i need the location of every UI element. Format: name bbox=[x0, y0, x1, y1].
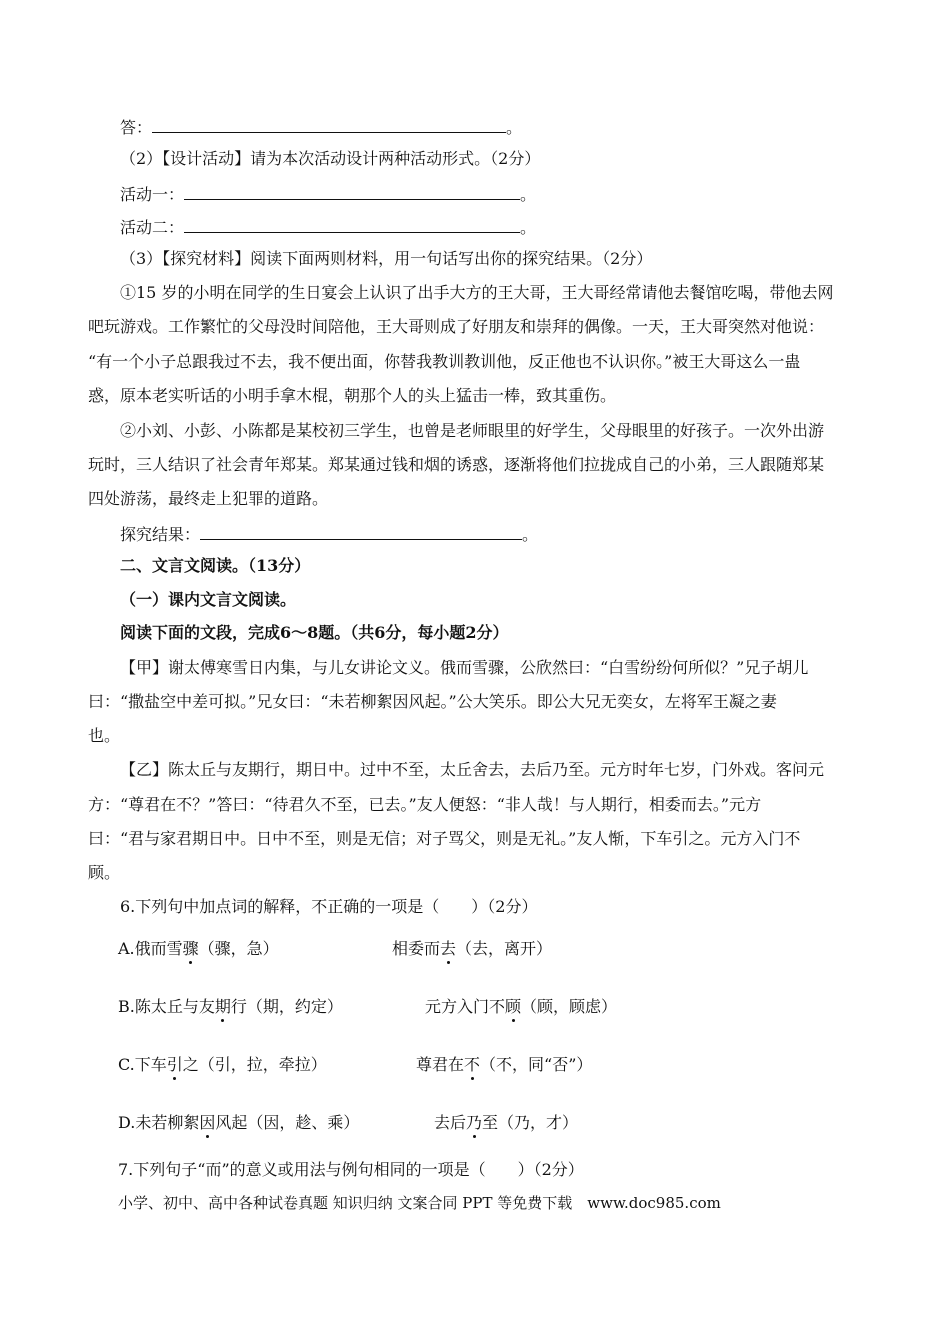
instruction: 阅读下面的文段，完成6～8题。（共6分，每小题2分） bbox=[120, 623, 509, 642]
passage-yi-line-2: 方：“尊君在不？”答曰：“待君久不至，已去。”友人便怒：“非人哉！与人期行，相委而去。”元方 bbox=[88, 795, 762, 814]
activity-1-line: 活动一： 。 bbox=[120, 182, 536, 206]
option-a-right: 相委而去（去，离开） bbox=[392, 939, 553, 958]
passage-yi-line-1: 【乙】陈太丘与友期行，期日中。过中不至，太丘舍去，去后乃至。元方时年七岁，门外戏。客问元 bbox=[120, 760, 825, 779]
passage-jia-line-3: 也。 bbox=[88, 726, 121, 745]
material-1-line-1: ①15 岁的小明在同学的生日宴会上认识了出手大方的王大哥，王大哥经常请他去餐馆吃喝，带他去网 bbox=[120, 283, 834, 302]
option-b-left: B.陈太丘与友期行（期，约定） bbox=[118, 997, 343, 1016]
answer-blank[interactable] bbox=[152, 115, 506, 133]
option-b-right: 元方入门不顾（顾，顾虑） bbox=[425, 997, 618, 1016]
question-3: （3）【探究材料】阅读下面两则材料，用一句话写出你的探究结果。（2分） bbox=[120, 249, 653, 268]
option-d-right: 去后乃至（乃，才） bbox=[434, 1113, 579, 1132]
question-7: 7.下列句子“而”的意义或用法与例句相同的一项是（ ）（2分） bbox=[118, 1160, 584, 1179]
passage-yi-line-4: 顾。 bbox=[88, 863, 121, 882]
answer-line: 答： 。 bbox=[120, 115, 522, 139]
passage-jia-line-2: 曰：“撒盐空中差可拟。”兄女曰：“未若柳絮因风起。”公大笑乐。即公大兄无奕女，左将军王凝之妻 bbox=[88, 692, 777, 711]
option-d-left: D.未若柳絮因风起（因，趁、乘） bbox=[118, 1113, 360, 1132]
material-1-line-4: 惑，原本老实听话的小明手拿木棍，朝那个人的头上猛击一棒，致其重伤。 bbox=[88, 386, 617, 405]
material-2-line-2: 玩时，三人结识了社会青年郑某。郑某通过钱和烟的诱惑，逐渐将他们拉拢成自己的小弟，三人跟随郑某 bbox=[88, 455, 825, 474]
page-footer: 小学、初中、高中各种试卷真题 知识归纳 文案合同 PPT 等免费下载 www.doc985.com bbox=[118, 1194, 721, 1212]
passage-yi-line-3: 曰：“君与家君期日中。日中不至，则是无信；对子骂父，则是无礼。”友人惭，下车引之。元方入门不 bbox=[88, 829, 801, 848]
option-a-left: A.俄而雪骤（骤，急） bbox=[118, 939, 279, 958]
result-blank[interactable] bbox=[200, 522, 522, 540]
question-2: （2）【设计活动】请为本次活动设计两种活动形式。（2分） bbox=[120, 149, 541, 168]
result-line: 探究结果： 。 bbox=[120, 522, 538, 546]
section-heading: 二、文言文阅读。（13分） bbox=[120, 556, 311, 575]
option-c-left: C.下车引之（引，拉，牵拉） bbox=[118, 1055, 327, 1074]
material-2-line-3: 四处游荡，最终走上犯罪的道路。 bbox=[88, 489, 329, 508]
sub-heading: （一）课内文言文阅读。 bbox=[120, 590, 297, 609]
material-1-line-3: “有一个小子总跟我过不去，我不便出面，你替我教训教训他，反正他也不认识你。”被王大哥这么一蛊 bbox=[88, 352, 801, 371]
passage-jia-line-1: 【甲】谢太傅寒雪日内集，与儿女讲论文义。俄而雪骤，公欣然曰：“白雪纷纷何所似？”兄子胡儿 bbox=[120, 658, 809, 677]
activity-2-blank[interactable] bbox=[184, 215, 520, 233]
material-1-line-2: 吧玩游戏。工作繁忙的父母没时间陪他，王大哥则成了好朋友和崇拜的偶像。一天，王大哥突然对他说： bbox=[88, 317, 825, 336]
activity-2-line: 活动二： 。 bbox=[120, 215, 536, 239]
activity-1-blank[interactable] bbox=[184, 182, 520, 200]
option-c-right: 尊君在不（不，同“否”） bbox=[416, 1055, 593, 1074]
question-6: 6.下列句中加点词的解释，不正确的一项是（ ）（2分） bbox=[120, 897, 538, 916]
material-2-line-1: ②小刘、小彭、小陈都是某校初三学生，也曾是老师眼里的好学生，父母眼里的好孩子。一次外出游 bbox=[120, 421, 825, 440]
